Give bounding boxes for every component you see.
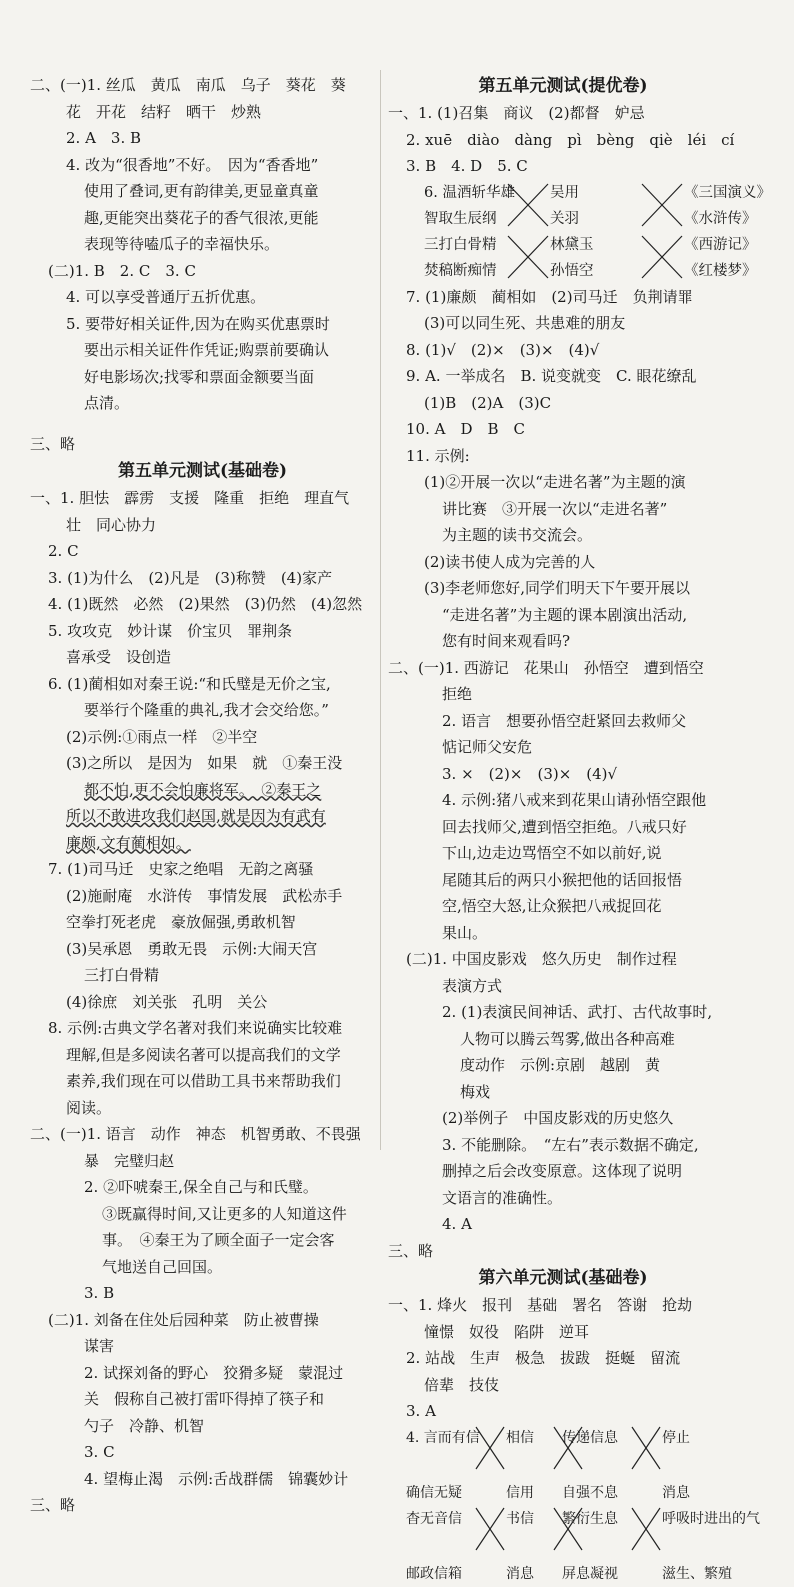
connector-cell: [506, 206, 550, 232]
answer-text: 暴 完璧归赵: [84, 1151, 175, 1170]
answer-line: [388, 443, 738, 470]
answer-text: 趣,更能突出葵花子的香气很浓,更能: [84, 208, 319, 227]
connector-cell: [476, 1506, 506, 1561]
answer-text: (2)举例子 中国皮影戏的历史悠久: [442, 1109, 674, 1127]
connector-cell: [640, 180, 684, 206]
answer-line: [388, 549, 738, 576]
answer-text: 10. A D B C: [406, 420, 525, 438]
answer-line: [30, 431, 375, 458]
answer-line: [388, 814, 738, 841]
answer-text: 2. 站战 生声 极急 拔跋 挺蜒 留流: [406, 1349, 681, 1367]
answer-line: [388, 867, 738, 894]
answer-text: 4. (1)既然 必然 (2)果然 (3)仍然 (4)忽然: [48, 595, 363, 613]
answer-line: [388, 1398, 738, 1425]
answer-text: 下山,边走边骂悟空不如以前好,说: [442, 844, 662, 862]
section-title-unit6-basic: 第六单元测试(基础卷): [478, 1268, 648, 1288]
answer-line: [30, 284, 375, 311]
answer-line: [30, 936, 375, 963]
answer-text: 5. 要带好相关证件,因为在购买优惠票时: [66, 314, 330, 333]
answer-line: [30, 1068, 375, 1095]
answer-text: 8. (1)√ (2)× (3)× (4)√: [406, 340, 600, 359]
answer-text: (3)之所以 是因为 如果 就 ①秦王没: [66, 754, 343, 772]
match-item: 书信: [506, 1510, 534, 1527]
answer-line: [388, 1238, 738, 1265]
answer-line: [30, 231, 375, 258]
answer-text: 删掉之后会改变原意。这体现了说明: [442, 1162, 683, 1180]
match-item: 林黛玉: [550, 236, 594, 253]
answer-line: [388, 310, 738, 337]
spacer: [30, 417, 375, 431]
answer-line: [30, 591, 375, 618]
answer-line: [388, 496, 738, 523]
connector-cell: [506, 232, 550, 258]
column-divider: [380, 70, 381, 1150]
connector-cell: [554, 1506, 562, 1561]
answer-line: [30, 1148, 375, 1175]
answer-text: 喜承受 设创造: [66, 648, 172, 666]
answer-line: [30, 697, 375, 724]
answer-text: 回去找师父,遭到悟空拒绝。八戒只好: [442, 817, 687, 836]
answer-line: [388, 1372, 738, 1399]
answer-line: [30, 989, 375, 1016]
answer-text: 好电影场次;找零和票面金额要当面: [84, 367, 315, 386]
answer-line: [388, 522, 738, 549]
answer-line: [30, 671, 375, 698]
answer-text: 4. 可以享受普通厅五折优惠。: [66, 288, 266, 306]
match-item: 关羽: [550, 210, 579, 227]
answer-line: [30, 178, 375, 205]
answer-text: 4. 示例:猪八戒来到花果山请孙悟空跟他: [442, 791, 707, 809]
answer-text: 三、略: [388, 1241, 434, 1260]
answer-line: [388, 1026, 738, 1053]
match-item: 《西游记》: [684, 236, 757, 253]
answer-line: [30, 337, 375, 364]
answer-text: 5. 攻攻克 妙计谋 价宝贝 罪荆条: [48, 621, 293, 640]
answer-text: ③既赢得时间,又让更多的人知道这件: [102, 1204, 347, 1223]
answer-text: 要出示相关证件作凭证;购票前要确认: [84, 341, 330, 359]
connector-cell: [554, 1425, 562, 1480]
answer-text: 文语言的准确性。: [442, 1188, 563, 1207]
answer-text: (2)读书使人成为完善的人: [424, 552, 596, 571]
answer-text: 壮 同心协力: [66, 515, 157, 534]
answer-text: 4. 改为“很香地”不好。 因为“香香地”: [66, 155, 319, 174]
answer-text: 人物可以腾云驾雾,做出各种高难: [460, 1029, 675, 1048]
match-item: 呼吸时进出的气: [662, 1510, 760, 1527]
right-column: [388, 72, 771, 1587]
answer-line: [388, 284, 738, 311]
match-item: 4. 言而有信: [406, 1429, 480, 1446]
match-item: 吴用: [550, 184, 579, 201]
answer-text: 为主题的读书交流会。: [442, 526, 593, 544]
answer-text: 2. (1)表演民间神话、武打、古代故事时,: [442, 1003, 713, 1021]
answer-text: 倍辈 技伎: [424, 1375, 500, 1394]
match-item: 孙悟空: [550, 262, 594, 279]
answer-line: [30, 1307, 375, 1334]
answer-text: 都不怕,更不会怕廉将军。 ②秦王之: [84, 780, 322, 799]
answer-text: 8. 示例:古典文学名著对我们来说确实比较难: [48, 1019, 343, 1037]
answer-line: [30, 125, 375, 152]
answer-line: [30, 1333, 375, 1360]
answer-text: (2)示例:①雨点一样 ②半空: [66, 727, 258, 746]
answer-line: [388, 628, 738, 655]
match-item: 屏息凝视: [562, 1565, 618, 1582]
answer-line: [30, 1439, 375, 1466]
answer-text: 勺子 冷静、机智: [84, 1416, 205, 1435]
answer-text: 您有时间来观看吗?: [442, 632, 571, 650]
answer-text: 2. 语言 想要孙悟空赶紧回去救师父: [442, 711, 687, 730]
answer-line: [388, 1079, 738, 1106]
answer-line: [30, 565, 375, 592]
answer-text: 阅读。: [66, 1098, 112, 1117]
answer-line: [388, 469, 738, 496]
match-item: 消息: [662, 1484, 690, 1501]
answer-line: [388, 1345, 738, 1372]
answer-line: [30, 1042, 375, 1069]
connector-cell: [640, 258, 684, 284]
answer-text: 憧憬 奴役 陷阱 逆耳: [424, 1322, 590, 1341]
answer-text: (2)施耐庵 水浒传 事情发展 武松赤手: [66, 886, 343, 905]
answer-text: (1)B (2)A (3)C: [424, 393, 552, 412]
answer-text: (1)②开展一次以“走进名著”为主题的演: [424, 473, 686, 491]
answer-text: 一、1. (1)召集 商议 (2)都督 妒忌: [388, 104, 645, 122]
answer-line: [30, 1492, 375, 1519]
answer-text: 7. (1)司马迁 史家之绝唱 无韵之离骚: [48, 860, 314, 878]
connector-cell: [506, 180, 550, 206]
answer-text: 要举行个隆重的典礼,我才会交给您。”: [84, 701, 329, 719]
answer-text: 4. 望梅止渴 示例:舌战群儒 锦囊妙计: [84, 1469, 349, 1488]
answer-line: [30, 1015, 375, 1042]
answer-line: [30, 909, 375, 936]
answer-text: 讲比赛 ③开展一次以“走进名著”: [442, 499, 668, 518]
answer-line: [388, 734, 738, 761]
answer-text: 4. A: [442, 1215, 472, 1233]
answer-line: [30, 99, 375, 126]
connector-cell: [506, 258, 550, 284]
answer-text: 理解,但是多阅读名著可以提高我们的文学: [66, 1045, 341, 1064]
cross-lines-icon: [632, 1425, 660, 1471]
answer-line: [30, 777, 375, 804]
match-item: 相信: [506, 1429, 534, 1446]
match-item: 消息: [506, 1565, 534, 1582]
answer-text: 3. B: [84, 1284, 115, 1302]
answer-text: 空,悟空大怒,让众猴把八戒捉回花: [442, 897, 662, 915]
answer-text: 所以不敢进攻我们赵国,就是因为有武有: [66, 807, 326, 825]
connector-cell: [632, 1480, 662, 1506]
answer-text: 点清。: [84, 394, 130, 412]
match-item: 确信无疑: [406, 1484, 462, 1501]
answer-line: [30, 311, 375, 338]
answer-line: [30, 152, 375, 179]
answer-text: 一、1. 胆怯 霹雳 支援 隆重 拒绝 理直气: [30, 489, 350, 507]
answer-text: 6. (1)蔺相如对秦王说:“和氏璧是无价之宝,: [48, 674, 331, 693]
answer-line: [30, 1413, 375, 1440]
match-item: 三打白骨精: [424, 236, 497, 253]
cross-lines-icon: [632, 1506, 660, 1552]
answer-line: [388, 1052, 738, 1079]
answer-line: [388, 100, 738, 127]
match-item: 传递信息: [562, 1429, 618, 1446]
answer-text: 谋害: [84, 1337, 115, 1355]
match-item: 《水浒传》: [684, 210, 757, 227]
answer-line: [388, 893, 738, 920]
answer-text: (二)1. B 2. C 3. C: [48, 261, 196, 280]
answer-text: 梅戏: [460, 1082, 491, 1101]
answer-text: 表现等待嗑瓜子的幸福快乐。: [84, 235, 280, 253]
answer-line: [30, 1360, 375, 1387]
answer-text: (二)1. 中国皮影戏 悠久历史 制作过程: [406, 950, 677, 968]
answer-text: 3. × (2)× (3)× (4)√: [442, 764, 618, 783]
answer-text: (4)徐庶 刘关张 孔明 关公: [66, 992, 268, 1011]
answer-line: [30, 205, 375, 232]
answer-line: [388, 1211, 738, 1238]
answer-text: 素养,我们现在可以借助工具书来帮助我们: [66, 1072, 341, 1090]
answer-text: 气地送自己回国。: [102, 1257, 223, 1276]
matching-table-novels: [424, 180, 771, 284]
answer-text: 三、略: [30, 1496, 76, 1514]
answer-line: [388, 390, 738, 417]
answer-text: 惦记师父安危: [442, 738, 533, 756]
answer-line: [30, 883, 375, 910]
answer-line: [388, 973, 738, 1000]
answer-line: [30, 1174, 375, 1201]
answer-line: [388, 787, 738, 814]
answer-text: 尾随其后的两只小猴把他的话回报悟: [442, 870, 683, 889]
connector-cell: [554, 1561, 562, 1587]
answer-line: [388, 1319, 738, 1346]
answer-text: 拒绝: [442, 685, 473, 703]
answer-line: [388, 840, 738, 867]
answer-line: [388, 999, 738, 1026]
match-item: 杳无音信: [406, 1510, 462, 1527]
answer-text: (二)1. 刘备在住处后园种菜 防止被曹操: [48, 1310, 319, 1329]
answer-text: 9. A. 一举成名 B. 说变就变 C. 眼花缭乱: [406, 367, 697, 385]
connector-cell: [476, 1480, 506, 1506]
answer-line: [30, 644, 375, 671]
answer-text: 事。 ④秦王为了顾全面子一定会客: [102, 1231, 335, 1249]
answer-line: [388, 681, 738, 708]
answer-text: 表演方式: [442, 976, 503, 995]
answer-text: 花 开花 结籽 晒干 炒熟: [66, 102, 262, 121]
matching-table-words: [406, 1425, 760, 1587]
answer-text: 三、略: [30, 434, 76, 453]
answer-text: 2. ②吓唬秦王,保全自己与和氏璧。: [84, 1178, 318, 1196]
connector-cell: [632, 1561, 662, 1587]
connector-cell: [632, 1506, 662, 1561]
answer-line: [388, 920, 738, 947]
answer-line: [30, 258, 375, 285]
cross-lines-icon: [476, 1506, 504, 1552]
match-item: 滋生、繁殖: [662, 1565, 732, 1582]
answer-line: [30, 1466, 375, 1493]
answer-text: 度动作 示例:京剧 越剧 黄: [460, 1056, 661, 1074]
answer-text: 3. (1)为什么 (2)凡是 (3)称赞 (4)家产: [48, 568, 333, 587]
answer-line: [30, 72, 375, 99]
left-column: [30, 72, 375, 1519]
answer-line: [30, 962, 375, 989]
answer-line: [388, 127, 738, 154]
answer-text: (3)李老师您好,同学们明天下午要开展以: [424, 579, 691, 597]
answer-line: [30, 803, 375, 830]
connector-cell: [632, 1425, 662, 1480]
answer-text: 果山。: [442, 923, 488, 942]
match-item: 繁衍生息: [562, 1510, 618, 1527]
connector-cell: [640, 206, 684, 232]
answer-line: [30, 485, 375, 512]
cross-lines-icon: [476, 1425, 504, 1471]
match-item: 停止: [662, 1429, 690, 1446]
answer-text: 一、1. 烽火 报刊 基础 署名 答谢 抢劫: [388, 1296, 693, 1314]
answer-text: 3. A: [406, 1402, 436, 1420]
answer-line: [388, 416, 738, 443]
answer-line: [388, 1158, 738, 1185]
answer-line: [30, 1121, 375, 1148]
answer-text: 11. 示例:: [406, 446, 470, 465]
connector-cell: [476, 1425, 506, 1480]
answer-line: [30, 750, 375, 777]
answer-text: 空拳打死老虎 豪放倔强,勇敢机智: [66, 913, 296, 931]
answer-text: 2. C: [48, 542, 79, 560]
answer-line: [388, 153, 738, 180]
answer-line: [30, 1227, 375, 1254]
answer-text: 三打白骨精: [84, 966, 160, 984]
match-item: 智取生辰纲: [424, 210, 497, 227]
answer-line: [30, 512, 375, 539]
answer-line: [388, 708, 738, 735]
answer-text: 2. A 3. B: [66, 129, 142, 147]
section-title: 第五单元测试(基础卷): [117, 461, 288, 481]
answer-text: 廉颇,文有蔺相如。: [66, 833, 191, 852]
match-item: 信用: [506, 1484, 534, 1501]
answer-text: 二、(一)1. 西游记 花果山 孙悟空 遭到悟空: [388, 658, 704, 677]
answer-line: [30, 1280, 375, 1307]
connector-cell: [640, 232, 684, 258]
match-item: 焚稿断痴情: [424, 262, 497, 279]
answer-line: [388, 1105, 738, 1132]
answer-text: 3. C: [84, 1443, 115, 1461]
match-item: 邮政信箱: [406, 1565, 462, 1582]
answer-line: [30, 390, 375, 417]
answer-text: 二、(一)1. 语言 动作 神态 机智勇敢、不畏强: [30, 1125, 361, 1143]
answer-line: [30, 830, 375, 857]
answer-line: [30, 1254, 375, 1281]
answer-text: 使用了叠词,更有韵律美,更显童真童: [84, 182, 319, 200]
answer-line: [388, 655, 738, 682]
answer-line: [388, 602, 738, 629]
answer-text: “走进名著”为主题的课本剧演出活动,: [442, 605, 688, 624]
connector-cell: [476, 1561, 506, 1587]
answer-line: [30, 364, 375, 391]
connector-cell: [554, 1480, 562, 1506]
answer-line: [30, 1201, 375, 1228]
answer-line: [30, 538, 375, 565]
answer-line: [30, 618, 375, 645]
answer-line: [30, 1386, 375, 1413]
answer-text: (3)吴承恩 勇敢无畏 示例:大闹天宫: [66, 939, 318, 958]
answer-text: 3. B 4. D 5. C: [406, 157, 528, 175]
answer-line: [388, 1185, 738, 1212]
answer-text: 7. (1)廉颇 蔺相如 (2)司马迁 负荆请罪: [406, 287, 693, 306]
match-item: 6. 温酒斩华雄: [424, 184, 515, 201]
answer-text: (3)可以同生死、共患难的朋友: [424, 314, 626, 332]
answer-line: [388, 337, 738, 364]
section-title-unit5-advanced: 第五单元测试(提优卷): [478, 76, 648, 96]
answer-line: [30, 724, 375, 751]
match-item: 自强不息: [562, 1484, 618, 1501]
answer-line: [388, 575, 738, 602]
answer-text: 3. 不能删除。 “左右”表示数据不确定,: [442, 1135, 699, 1154]
answer-line: [388, 761, 738, 788]
answer-line: [388, 1132, 738, 1159]
answer-text: 2. 试探刘备的野心 狡猾多疑 蒙混过: [84, 1363, 344, 1382]
match-item: 《三国演义》: [684, 184, 771, 201]
answer-line: [388, 946, 738, 973]
match-item: 《红楼梦》: [684, 262, 757, 279]
answer-line: [30, 856, 375, 883]
answer-text: 关 假称自己被打雷吓得掉了筷子和: [84, 1390, 325, 1408]
answer-text: 二、(一)1. 丝瓜 黄瓜 南瓜 乌子 葵花 葵: [30, 76, 346, 94]
answer-line: [388, 363, 738, 390]
answer-line: [388, 1292, 738, 1319]
answer-text: 2. xuē diào dàng pì bèng qiè léi cí: [406, 130, 735, 149]
answer-line: [30, 1095, 375, 1122]
